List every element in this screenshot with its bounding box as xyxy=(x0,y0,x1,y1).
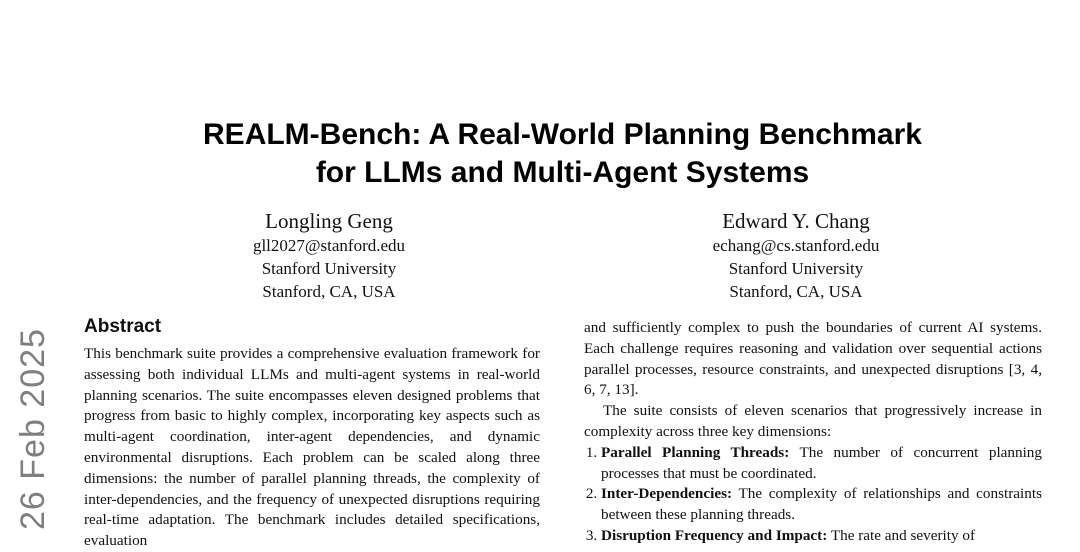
abstract-text: This benchmark suite provides a comprehensive evaluation framework for assessing both individual LLMs and multi-agent systems in real-world planning scenarios. The suite encompasses eleven designed problems that progress from basic to highly complex, incorporating key aspects such as multi-agent coordination, inter-agent dependencies, and dynamic environmental disruptions. Each problem can be scaled along three dimensions: the number of parallel planning threads, the complexity of inter-dependencies, and the frequency of unexpected disruptions requiring real-time adaptation. The benchmark includes detailed specifications, evaluation xyxy=(84,345,540,550)
right-column xyxy=(584,318,1042,547)
author-affiliation: Stanford University xyxy=(261,259,397,278)
author-email[interactable]: echang@cs.stanford.edu xyxy=(712,236,880,255)
title-line-1: REALM-Bench: A Real-World Planning Benchmark xyxy=(203,118,922,151)
author-block xyxy=(159,208,499,303)
list-item xyxy=(601,484,1042,526)
author-location: Stanford, CA, USA xyxy=(262,282,396,301)
author-block xyxy=(626,208,966,303)
dimension-desc: The rate and severity of xyxy=(827,526,976,544)
intro-paragraph: and sufficiently complex to push the boundaries of current AI systems. Each challenge requires reasoning and validation over sequential actions parallel processes, resource constraints, and unexpected disruptions [3, 4, 6, 7, 13]. xyxy=(584,319,1042,399)
title-line-2: for LLMs and Multi-Agent Systems xyxy=(315,156,810,189)
list-item xyxy=(601,443,1042,485)
dimension-term: Disruption Frequency and Impact: xyxy=(601,526,828,544)
paper-title xyxy=(0,116,1080,192)
dimension-desc: The number of concurrent planning processes that must be coordinated. xyxy=(601,443,1042,482)
author-email[interactable]: gll2027@stanford.edu xyxy=(252,236,406,255)
dimension-desc: The complexity of relationships and constraints between these planning threads. xyxy=(601,485,1042,524)
arxiv-sidebar-date: 26 Feb 2025 xyxy=(14,328,52,530)
list-item xyxy=(601,526,1042,547)
author-name: Edward Y. Chang xyxy=(722,209,870,233)
abstract-heading: Abstract xyxy=(84,316,162,337)
dimensions-list xyxy=(584,443,1042,547)
author-location: Stanford, CA, USA xyxy=(729,282,863,301)
dimension-term: Parallel Planning Threads: xyxy=(601,443,790,461)
suite-paragraph: The suite consists of eleven scenarios that progressively increase in complexity across three key dimensions: xyxy=(584,402,1042,440)
dimension-term: Inter-Dependencies: xyxy=(601,485,733,503)
author-affiliation: Stanford University xyxy=(728,259,864,278)
author-name: Longling Geng xyxy=(265,209,393,233)
left-column xyxy=(84,314,540,552)
